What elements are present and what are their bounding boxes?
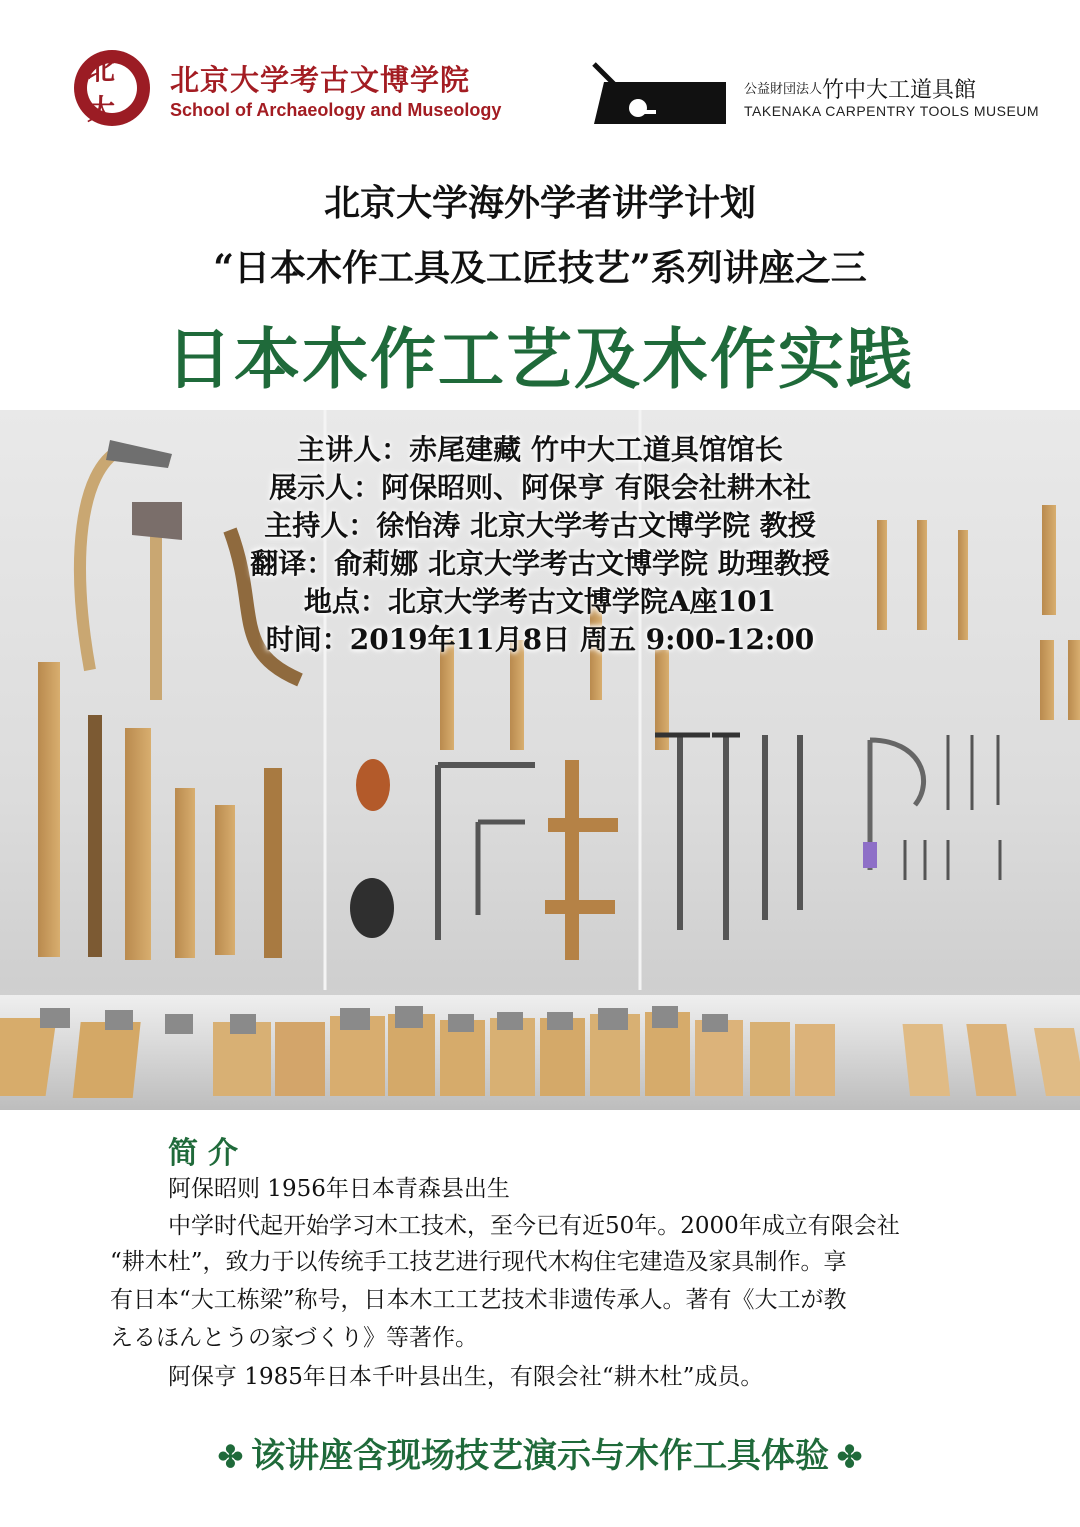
translator-line: 翻译：俞莉娜 北京大学考古文博学院 助理教授	[250, 547, 830, 580]
hand-plane	[903, 1024, 951, 1096]
takenaka-prefix: 公益財団法人	[744, 82, 823, 97]
ink-pot	[350, 878, 394, 938]
wood-rule	[88, 715, 102, 957]
takenaka-logo-icon	[592, 62, 726, 124]
wood-rule	[215, 805, 235, 955]
footer-text: 该讲座含现场技艺演示与木作工具体验	[251, 1436, 829, 1476]
plane-blade	[497, 1012, 523, 1030]
clover-icon: ✤	[217, 1440, 243, 1475]
demonstrator-line: 展示人：阿保昭则、阿保亨 有限会社耕木社	[269, 471, 811, 504]
plane-blade	[230, 1014, 256, 1034]
tools-display-photo	[0, 410, 1080, 1110]
pku-seal-logo	[74, 50, 150, 126]
plane-blade	[448, 1014, 474, 1032]
plane-blade	[340, 1008, 370, 1030]
intro-line: えるほんとうの家づくり》等著作。	[110, 1325, 478, 1351]
program-title: 北京大学海外学者讲学计划	[323, 182, 756, 224]
ink-pot	[356, 759, 390, 811]
intro-line: 有日本“大工栋梁”称号，日本木工工艺技术非遗传承人。著有《大工が教	[110, 1287, 847, 1313]
marking-gauge	[545, 900, 615, 914]
intro-line: “耕木杜”，致力于以传统手工技艺进行现代木构住宅建造及家具制作。享	[110, 1249, 847, 1275]
hand-plane	[275, 1022, 325, 1096]
brace-drill	[870, 740, 924, 870]
plane-blade	[165, 1014, 193, 1034]
wood-rule	[125, 728, 151, 960]
series-title: “日本木作工具及工匠技艺”系列讲座之三	[213, 247, 867, 289]
wood-rule	[38, 662, 60, 957]
host-line: 主持人：徐怡涛 北京大学考古文博学院 教授	[264, 509, 816, 542]
clover-icon: ✤	[837, 1440, 863, 1475]
pku-seal-emblem: 北大	[87, 63, 137, 113]
plane-blade	[598, 1008, 628, 1030]
plane-blade	[395, 1006, 423, 1028]
hand-plane	[795, 1024, 835, 1096]
time-line: 时间：2019年11月8日 周五 9:00-12:00	[265, 623, 815, 656]
lecturer-line: 主讲人：赤尾建藏 竹中大工道具馆馆长	[297, 433, 783, 466]
intro-line: 中学时代起开始学习木工技术，至今已有近50年。2000年成立有限会社	[168, 1213, 900, 1239]
plane-blade	[40, 1008, 70, 1028]
lecture-main-title: 日本木作工艺及木作实践	[166, 320, 914, 398]
wood-rule	[264, 768, 282, 958]
venue-line: 地点：北京大学考古文博学院A座101	[303, 585, 777, 618]
carpenter-square	[478, 822, 525, 915]
takenaka-museum-name-cn	[744, 73, 976, 104]
marking-gauge	[548, 818, 618, 832]
intro-line: 阿保亨 1985年日本千叶县出生，有限会社“耕木杜”成员。	[168, 1364, 764, 1390]
plane-blade	[652, 1006, 678, 1028]
takenaka-name: 竹中大工道具館	[822, 78, 977, 103]
takenaka-museum-name-en: TAKENAKA CARPENTRY TOOLS MUSEUM	[744, 103, 1040, 119]
pku-school-name-en: School of Archaeology and Museology	[170, 100, 502, 120]
intro-line: 阿保昭则 1956年日本青森县出生	[168, 1176, 510, 1202]
plane-blade	[702, 1014, 728, 1032]
plane-blade	[547, 1012, 573, 1030]
brace-drill-chuck	[863, 842, 877, 868]
wood-rule	[175, 788, 195, 958]
plane-blade	[105, 1010, 133, 1030]
pku-school-name-cn: 北京大学考古文博学院	[170, 63, 471, 97]
footer-note	[0, 1428, 1080, 1477]
carpenter-square	[438, 765, 535, 940]
hand-plane	[73, 1022, 141, 1098]
hand-plane	[750, 1022, 790, 1096]
marking-gauge	[565, 760, 579, 960]
intro-heading: 简介	[168, 1136, 248, 1171]
